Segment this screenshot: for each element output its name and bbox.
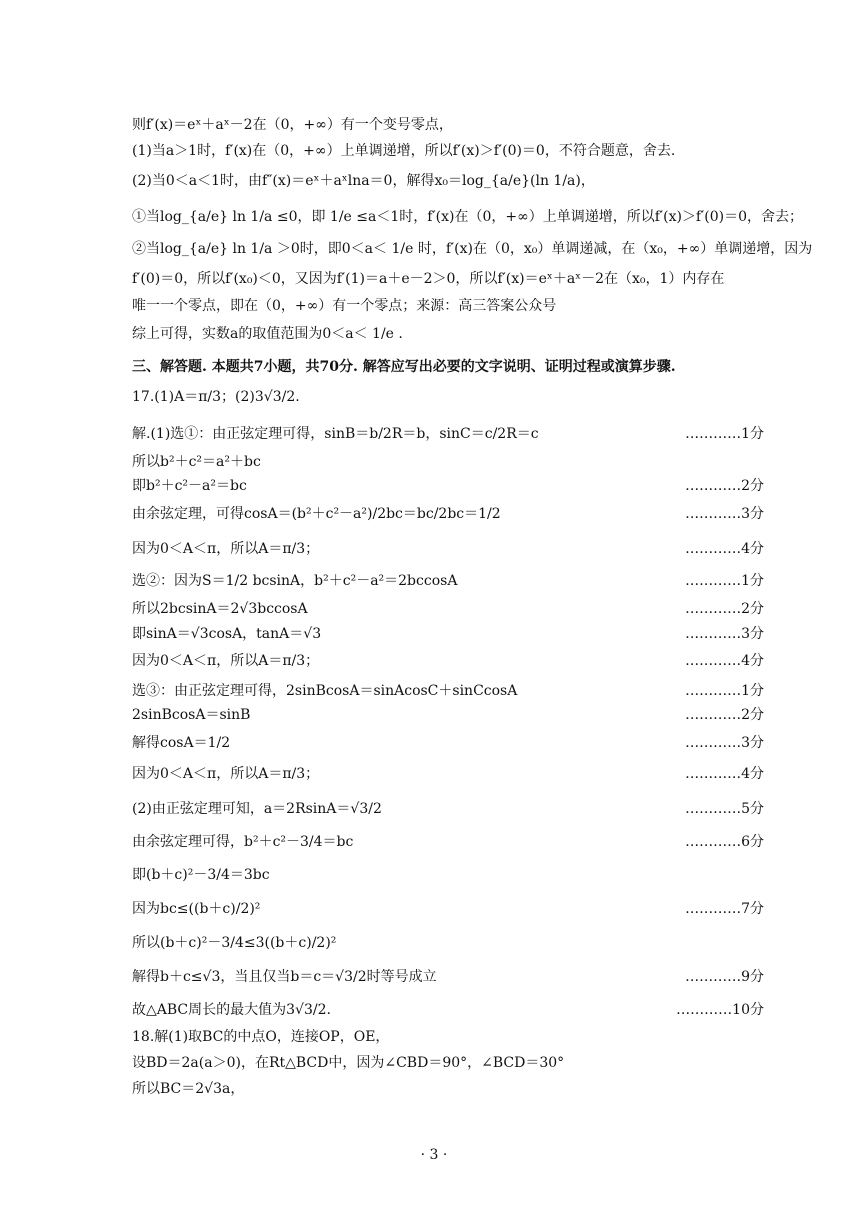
score-mark: …………2分 <box>685 707 764 723</box>
text-line: 所以b²＋c²＝a²＋bc <box>132 454 261 470</box>
text-line: 则f′(x)＝eˣ＋aˣ－2在（0，+∞）有一个变号零点， <box>132 117 453 133</box>
score-mark: …………5分 <box>685 801 764 817</box>
text-line: 即b²＋c²－a²＝bc <box>132 478 247 494</box>
text-line: ①当log_{a/e} ln 1/a ≤0，即 1/e ≤a＜1时，f′(x)在（0，+∞）上单调递增，所以f′(x)＞f′(0)＝0，舍去； <box>132 209 804 225</box>
score-mark: …………1分 <box>685 426 764 442</box>
text-line: 故△ABC周长的最大值为3√3/2. <box>132 1002 331 1018</box>
score-mark: …………3分 <box>685 506 764 522</box>
score-mark: …………2分 <box>685 601 764 617</box>
text-line: 因为0＜A＜π，所以A＝π/3； <box>132 653 320 669</box>
score-mark: …………3分 <box>685 735 764 751</box>
text-line: (1)当a＞1时，f′(x)在（0，+∞）上单调递增，所以f′(x)＞f′(0)＝0，不符合题意，舍去. <box>132 143 676 159</box>
score-mark: …………10分 <box>676 1002 764 1018</box>
page-number: · 3 · <box>420 1147 448 1163</box>
text-line: 选②：因为S＝1/2 bcsinA，b²＋c²－a²＝2bccosA <box>132 573 458 589</box>
score-mark: …………6分 <box>685 834 764 850</box>
text-line: (2)由正弦定理可知，a＝2RsinA＝√3/2 <box>132 801 382 817</box>
text-line: 由余弦定理，可得cosA＝(b²＋c²－a²)/2bc＝bc/2bc＝1/2 <box>132 506 501 522</box>
score-mark: …………7分 <box>685 901 764 917</box>
text-line: 选③：由正弦定理可得，2sinBcosA＝sinAcosC＋sinCcosA <box>132 683 518 699</box>
section-heading: 三、解答题. 本题共7小题，共70分. 解答应写出必要的文字说明、证明过程或演算步骤. <box>132 359 676 375</box>
text-line: 解.(1)选①：由正弦定理可得，sinB＝b/2R＝b，sinC＝c/2R＝c <box>132 426 539 442</box>
score-mark: …………3分 <box>685 626 764 642</box>
text-line: 所以2bcsinA＝2√3bccosA <box>132 601 308 617</box>
text-line: (2)当0＜a＜1时，由f″(x)＝eˣ＋aˣlna＝0，解得x₀＝log_{a/e}(ln 1/a)， <box>132 173 595 189</box>
text-line: f′(0)＝0，所以f′(x₀)＜0，又因为f′(1)＝a＋e－2＞0，所以f′(x)＝eˣ＋aˣ－2在（x₀，1）内存在 <box>132 271 725 287</box>
score-mark: …………9分 <box>685 969 764 985</box>
text-line: 所以(b＋c)²－3/4≤3((b＋c)/2)² <box>132 935 337 951</box>
text-line: 综上可得，实数a的取值范围为0＜a＜ 1/e . <box>132 326 403 342</box>
text-line: 2sinBcosA＝sinB <box>132 707 251 723</box>
score-mark: …………1分 <box>685 573 764 589</box>
text-line: 所以BC＝2√3a， <box>132 1081 245 1097</box>
text-line: 即sinA＝√3cosA，tanA＝√3 <box>132 626 322 642</box>
text-line: ②当log_{a/e} ln 1/a ＞0时，即0＜a＜ 1/e 时，f′(x)在（0，x₀）单调递减，在（x₀，+∞）单调递增，因为 <box>132 241 813 257</box>
text-line: 18.解(1)取BC的中点O，连接OP，OE， <box>132 1029 390 1045</box>
text-line: 唯一一个零点，即在（0，+∞）有一个零点；来源：高三答案公众号 <box>132 298 557 314</box>
score-mark: …………4分 <box>685 766 764 782</box>
text-line: 因为0＜A＜π，所以A＝π/3； <box>132 766 320 782</box>
text-line: 解得b＋c≤√3，当且仅当b＝c＝√3/2时等号成立 <box>132 969 437 985</box>
score-mark: …………1分 <box>685 683 764 699</box>
score-mark: …………4分 <box>685 653 764 669</box>
text-line: 因为0＜A＜π，所以A＝π/3； <box>132 541 320 557</box>
text-line: 因为bc≤((b＋c)/2)² <box>132 901 261 917</box>
text-line: 设BD＝2a(a＞0)，在Rt△BCD中，因为∠CBD＝90°，∠BCD＝30° <box>132 1055 565 1071</box>
text-line: 由余弦定理可得，b²＋c²－3/4＝bc <box>132 834 354 850</box>
score-mark: …………2分 <box>685 478 764 494</box>
text-line: 17.(1)A＝π/3；(2)3√3/2. <box>132 389 300 405</box>
score-mark: …………4分 <box>685 541 764 557</box>
text-line: 即(b＋c)²－3/4＝3bc <box>132 867 270 883</box>
text-line: 解得cosA＝1/2 <box>132 735 231 751</box>
